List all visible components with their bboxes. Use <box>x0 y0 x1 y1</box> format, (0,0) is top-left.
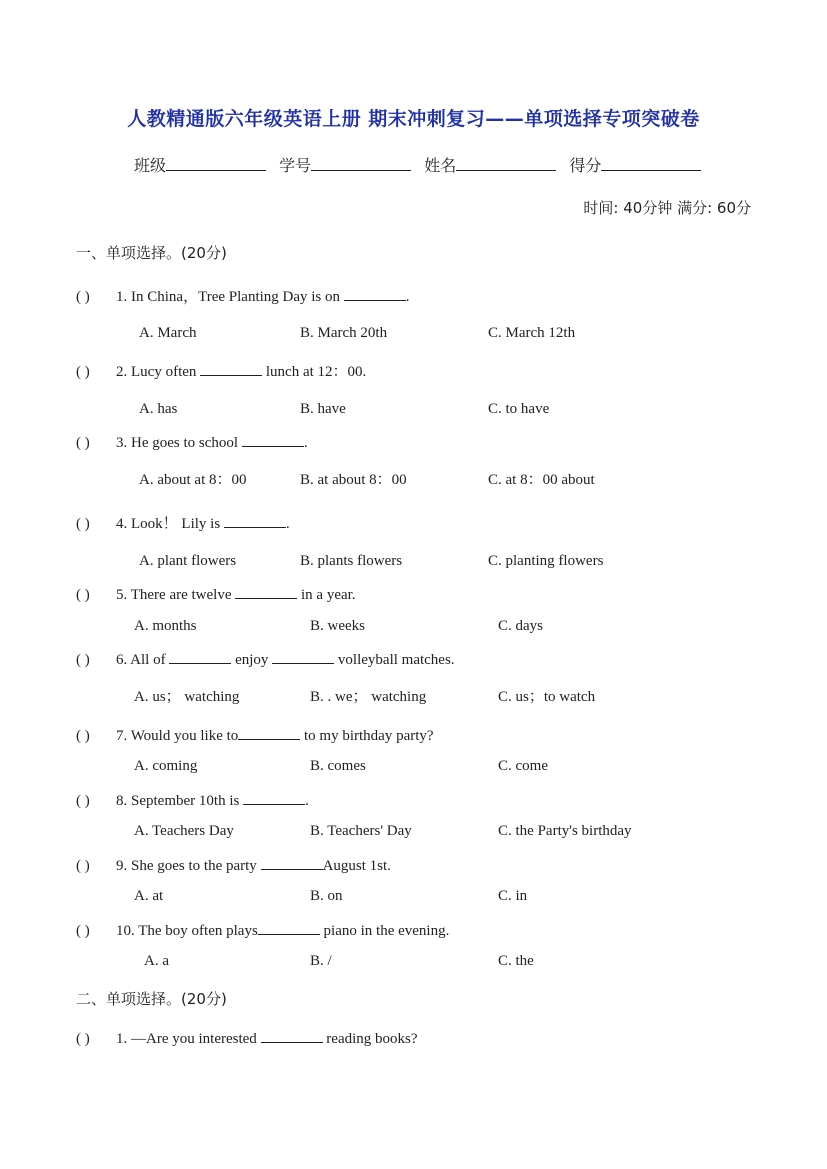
option-a: A. has <box>139 401 178 417</box>
answer-paren[interactable]: ( ) <box>76 858 90 874</box>
question-text: 1. In China，Tree Planting Day is on <box>116 289 344 305</box>
option-c: C. come <box>498 758 548 774</box>
option-a: A. plant flowers <box>139 553 237 569</box>
name-label: 姓名 <box>424 156 457 175</box>
score-blank[interactable] <box>601 156 701 171</box>
question-text: 8. September 10th is <box>116 793 244 809</box>
option-c: C. the <box>498 953 534 969</box>
answer-paren[interactable]: ( ) <box>76 793 90 809</box>
answer-paren[interactable]: ( ) <box>76 652 90 668</box>
question-blank <box>169 650 231 664</box>
number-label: 学号 <box>279 156 312 175</box>
question-blank <box>200 362 262 376</box>
question-blank <box>243 791 305 805</box>
question-4 <box>76 512 290 533</box>
option-a: A. a <box>144 953 169 969</box>
answer-paren[interactable]: ( ) <box>76 364 90 380</box>
option-c: C. us；to watch <box>498 689 596 705</box>
class-field[interactable] <box>134 153 266 176</box>
question-2 <box>76 360 366 381</box>
score-label: 得分 <box>569 156 602 175</box>
student-info-row <box>134 153 709 176</box>
option-c: C. planting flowers <box>488 553 604 569</box>
option-a: A. months <box>134 618 197 634</box>
question-text: . <box>405 289 410 305</box>
question-text: to my birthday party? <box>300 728 434 744</box>
option-a: A. us； watching <box>134 689 240 705</box>
number-blank[interactable] <box>311 156 411 171</box>
question-blank <box>272 650 334 664</box>
question-text: lunch at 12：00. <box>262 364 367 380</box>
answer-paren[interactable]: ( ) <box>76 516 90 532</box>
question-text: piano in the evening. <box>319 923 450 939</box>
section-heading-2: 二、单项选择。(20分) <box>76 990 227 1008</box>
answer-paren[interactable]: ( ) <box>76 728 90 744</box>
question-blank <box>261 856 323 870</box>
option-b: B. plants flowers <box>300 553 403 569</box>
question-text: . <box>285 516 290 532</box>
question-text: 1. —Are you interested <box>116 1031 261 1047</box>
option-b: B. / <box>310 953 332 969</box>
option-b: B. Teachers' Day <box>310 823 412 839</box>
question-text: 9. She goes to the party <box>116 858 261 874</box>
question-text: volleyball matches. <box>334 652 455 668</box>
question-text: enjoy <box>231 652 273 668</box>
option-b: B. comes <box>310 758 366 774</box>
question-text: 2. Lucy often <box>116 364 201 380</box>
question-blank <box>242 433 304 447</box>
question-3 <box>76 433 308 452</box>
question-text: . <box>303 435 308 451</box>
answer-paren[interactable]: ( ) <box>76 289 90 305</box>
option-b: B. weeks <box>310 618 365 634</box>
question-text: 10. The boy often plays <box>116 923 258 939</box>
answer-paren[interactable]: ( ) <box>76 435 90 451</box>
question-blank <box>224 514 286 528</box>
option-a: A. Teachers Day <box>134 823 234 839</box>
number-field[interactable] <box>279 153 411 176</box>
option-a: A. coming <box>134 758 198 774</box>
option-a: A. about at 8：00 <box>139 472 247 488</box>
option-c: C. March 12th <box>488 325 576 341</box>
option-c: C. to have <box>488 401 550 417</box>
time-and-score: 时间: 40分钟 满分: 60分 <box>583 199 751 217</box>
question-text: 3. He goes to school <box>116 435 242 451</box>
question-text: in a year. <box>297 587 356 603</box>
question-6 <box>76 650 455 669</box>
option-b: B. March 20th <box>300 325 388 341</box>
answer-paren[interactable]: ( ) <box>76 923 90 939</box>
option-a: A. at <box>134 888 164 904</box>
question-text: 4. Look！ Lily is <box>116 516 224 532</box>
option-c: C. at 8：00 about <box>488 472 595 488</box>
question-1 <box>76 285 410 306</box>
question-text: reading books? <box>322 1031 418 1047</box>
question-text: . <box>305 793 309 809</box>
option-b: B. have <box>300 401 346 417</box>
question-blank <box>235 585 297 599</box>
section2-question-1 <box>76 1029 418 1048</box>
answer-paren[interactable]: ( ) <box>76 1031 90 1047</box>
class-label: 班级 <box>134 156 167 175</box>
section-heading-1: 一、单项选择。(20分) <box>76 244 227 262</box>
question-text: 6. All of <box>116 652 170 668</box>
option-a: A. March <box>139 325 197 341</box>
class-blank[interactable] <box>166 156 266 171</box>
page-title: 人教精通版六年级英语上册 期末冲刺复习——单项选择专项突破卷 <box>127 108 700 130</box>
question-8 <box>76 791 309 810</box>
answer-paren[interactable]: ( ) <box>76 587 90 603</box>
score-field[interactable] <box>569 153 701 176</box>
question-7 <box>76 726 434 745</box>
name-blank[interactable] <box>456 156 556 171</box>
question-blank <box>258 921 320 935</box>
question-9 <box>76 856 391 875</box>
question-text: August 1st. <box>322 858 391 874</box>
question-text: 7. Would you like to <box>116 728 239 744</box>
option-b: B. . we； watching <box>310 689 427 705</box>
option-c: C. the Party's birthday <box>498 823 632 839</box>
question-5 <box>76 585 356 604</box>
option-b: B. on <box>310 888 343 904</box>
question-blank <box>238 726 300 740</box>
option-c: C. days <box>498 618 543 634</box>
question-text: 5. There are twelve <box>116 587 236 603</box>
name-field[interactable] <box>424 153 556 176</box>
option-c: C. in <box>498 888 528 904</box>
question-10 <box>76 921 449 940</box>
question-blank <box>261 1029 323 1043</box>
question-blank <box>344 287 406 301</box>
option-b: B. at about 8：00 <box>300 472 407 488</box>
